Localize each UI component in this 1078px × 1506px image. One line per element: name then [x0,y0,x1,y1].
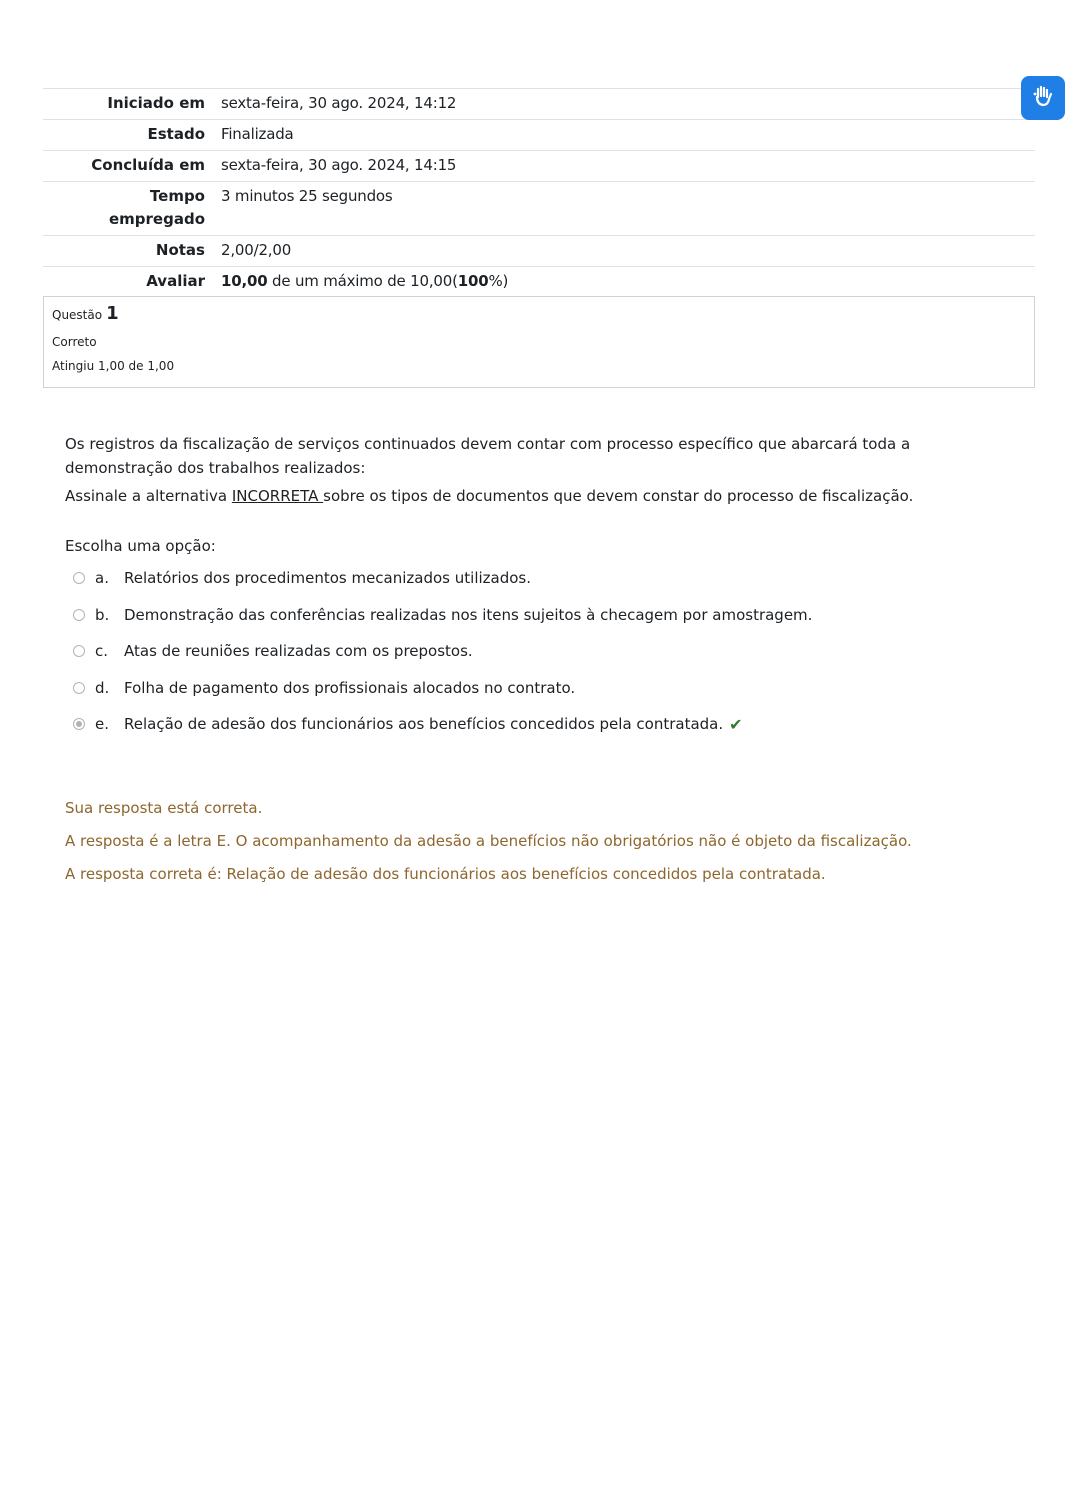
grade-middle: de um máximo de 10,00( [267,272,458,290]
answer-options [73,566,973,749]
question-number-value: 1 [106,303,119,324]
answer-option-d[interactable] [73,676,973,700]
radio-button-selected[interactable] [73,718,85,730]
attempt-summary-table [43,88,1035,297]
option-text: Folha de pagamento dos profissionais alocados no contrato. [124,678,576,697]
question-prefix: Questão [52,308,103,322]
incorreta-underline: INCORRETA [231,487,324,505]
radio-button[interactable] [73,572,85,584]
summary-value: sexta-feira, 30 ago. 2024, 14:12 [213,89,1035,120]
option-letter: a. [95,569,109,587]
summary-value: Finalizada [213,120,1035,151]
summary-value: 2,00/2,00 [213,236,1035,267]
option-text: Atas de reuniões realizadas com os prepostos. [124,642,473,660]
summary-value: sexta-feira, 30 ago. 2024, 14:15 [213,151,1035,182]
summary-row-grade [43,267,1035,298]
radio-button[interactable] [73,609,85,621]
summary-row-time [43,182,1035,236]
feedback [65,797,912,896]
grade-suffix: %) [488,272,509,290]
option-letter: e. [95,715,109,733]
question-text-paragraph-2 [65,484,1005,508]
option-text: Relação de adesão dos funcionários aos benefícios concedidos pela contratada. [124,715,724,733]
radio-button[interactable] [73,682,85,694]
option-text: Demonstração das conferências realizadas nos itens sujeitos à checagem por amostragem. [124,605,813,624]
summary-row-started [43,89,1035,120]
option-text: Relatórios dos procedimentos mecanizados utilizados. [124,569,531,587]
sign-language-icon [1029,82,1057,114]
feedback-explanation: A resposta é a letra E. O acompanhamento da adesão a benefícios não obrigatórios não é objeto da fiscalização. [65,832,912,850]
summary-row-state [43,120,1035,151]
summary-label: Iniciado em [43,89,213,120]
summary-value: 3 minutos 25 segundos [213,182,1035,236]
feedback-correct: Sua resposta está correta. [65,799,263,817]
grade-score: 10,00 [221,272,268,290]
feedback-right-answer: A resposta correta é: Relação de adesão dos funcionários aos benefícios concedidos pela contratada. [65,865,826,883]
summary-label: Concluída em [43,151,213,182]
option-letter: d. [95,678,110,697]
radio-button[interactable] [73,645,85,657]
question-info-box [43,296,1035,388]
correct-check-icon: ✔ [729,714,743,734]
choose-option-prompt: Escolha uma opção: [65,537,216,555]
vlibras-accessibility-button[interactable] [1021,76,1065,120]
option-letter: c. [95,642,109,660]
answer-option-a[interactable] [73,566,973,590]
answer-option-c[interactable] [73,639,973,663]
summary-label: Avaliar [43,267,213,298]
summary-row-completed [43,151,1035,182]
question-text-paragraph-1: Os registros da fiscalização de serviços continuados devem contar com processo específico que abarcará toda a demonstração dos trabalhos realizados: [65,435,911,477]
grade-percent: 100 [457,272,489,290]
option-letter: b. [95,605,110,624]
text-part: sobre os tipos de documentos que devem constar do processo de fiscalização. [323,487,914,505]
summary-value [213,267,1035,298]
text-part: Assinale a alternativa [65,487,232,505]
summary-row-marks [43,236,1035,267]
summary-label: Estado [43,120,213,151]
summary-label: Notas [43,236,213,267]
question-mark: Atingiu 1,00 de 1,00 [52,359,175,373]
summary-label: Tempo empregado [43,182,213,236]
question-number [52,303,1026,325]
question-text [65,432,1005,512]
question-status: Correto [52,335,97,349]
answer-option-b[interactable] [73,603,973,627]
answer-option-e[interactable] [73,712,973,736]
